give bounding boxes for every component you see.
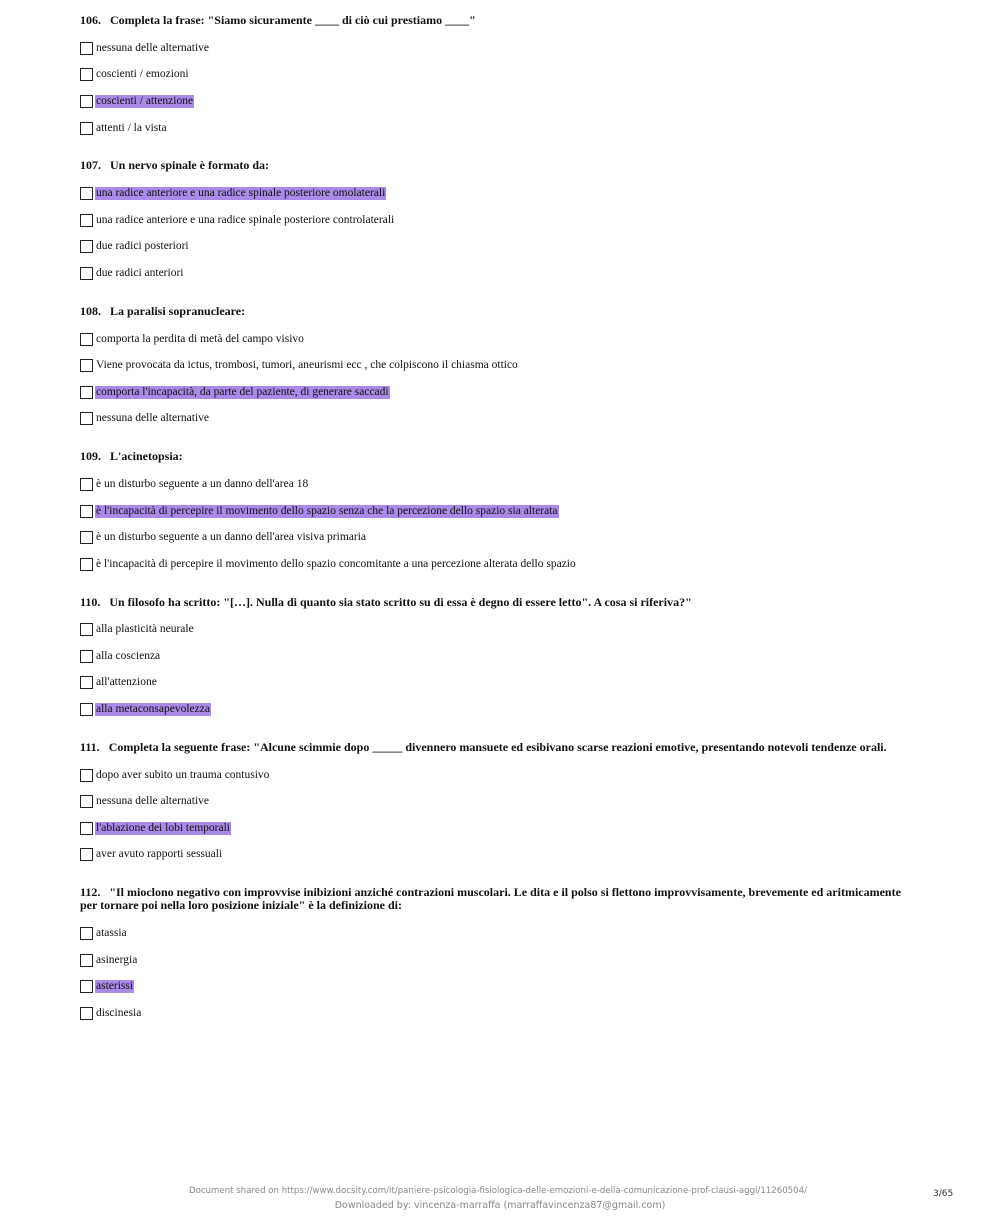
answer-checkbox[interactable] [80,623,93,636]
answer-text: comporta la perdita di metà del campo visivo [96,332,304,345]
answer-option [80,260,920,287]
question-107 [80,157,920,286]
answer-option-highlighted [80,815,920,842]
question-text: L'acinetopsia: [110,449,183,464]
answer-option [80,471,920,498]
answer-option [80,115,920,142]
answer-option-highlighted [80,88,920,115]
answer-checkbox[interactable] [80,795,93,808]
answer-option [80,551,920,578]
answer-list [80,326,920,432]
question-106 [80,12,920,141]
answer-text: due radici anteriori [96,266,184,279]
answer-checkbox[interactable] [80,42,93,55]
page-number: 3/65 [933,1189,954,1199]
quiz-content [80,12,920,1043]
question-title [80,448,920,463]
question-110 [80,594,920,723]
answer-option [80,207,920,234]
question-title [80,157,920,172]
answer-text: una radice anteriore e una radice spinale posteriore controlaterali [96,213,395,226]
answer-text: alla coscienza [96,649,161,662]
answer-checkbox[interactable] [80,558,93,571]
answer-text: attenti / la vista [96,121,167,134]
question-number: 106. [80,13,101,27]
answer-option-highlighted [80,696,920,723]
answer-option [80,234,920,261]
answer-checkbox[interactable] [80,412,93,425]
question-title [80,739,920,754]
answer-option [80,617,920,644]
answer-text: alla plasticità neurale [96,623,194,636]
question-text: Un nervo spinale è formato da: [110,158,269,173]
question-112 [80,884,920,1026]
answer-text: una radice anteriore e una radice spinale posteriore omolaterali [96,187,386,200]
answer-list [80,762,920,868]
answer-text: è un disturbo seguente a un danno dell'area 18 [96,477,309,490]
answer-option [80,326,920,353]
answer-option [80,62,920,89]
answer-checkbox[interactable] [80,848,93,861]
answer-text: all'attenzione [96,676,157,689]
question-title [80,884,920,912]
answer-checkbox[interactable] [80,822,93,835]
answer-option-highlighted [80,180,920,207]
question-number: 107. [80,158,101,173]
answer-option [80,670,920,697]
footer-shared-link[interactable]: Document shared on https://www.docsity.com/it/paniere-psicologia-fisiologica-delle-emozioni-e-della-comunicazione-prof-clausi-aggi/11260504/ [189,1186,807,1196]
answer-text: asinergia [96,953,138,966]
answer-checkbox[interactable] [80,122,93,135]
question-text: Un filosofo ha scritto: "[…]. Nulla di quanto sia stato scritto su di essa è degno di essere letto". A cosa si riferiva?" [109,594,692,609]
answer-text: dopo aver subito un trauma contusivo [96,768,270,781]
answer-option [80,35,920,62]
answer-text: asterissi [96,980,134,993]
question-title [80,594,920,609]
answer-checkbox[interactable] [80,1007,93,1020]
answer-text: alla metaconsapevolezza [96,703,210,716]
answer-option [80,643,920,670]
answer-text: due radici posteriori [96,240,189,253]
answer-checkbox[interactable] [80,386,93,399]
answer-option [80,406,920,433]
answer-checkbox[interactable] [80,703,93,716]
answer-list [80,471,920,577]
question-number: 110. [80,594,101,609]
question-number: 109. [80,449,101,464]
answer-checkbox[interactable] [80,68,93,81]
answer-list [80,35,920,141]
answer-option [80,1000,920,1027]
question-number: 108. [80,303,101,318]
answer-text: comporta l'incapacità, da parte del paziente, di generare saccadi [96,385,389,398]
answer-checkbox[interactable] [80,769,93,782]
question-title [80,12,920,27]
answer-text: è l'incapacità di percepire il movimento dello spazio concomitante a una percezione alterata dello spazio [96,557,576,570]
answer-checkbox[interactable] [80,650,93,663]
answer-option [80,920,920,947]
answer-checkbox[interactable] [80,676,93,689]
answer-list [80,180,920,286]
answer-option-highlighted [80,973,920,1000]
answer-option [80,524,920,551]
question-title [80,303,920,318]
answer-text: nessuna delle alternative [96,41,210,54]
answer-list [80,920,920,1026]
answer-checkbox[interactable] [80,95,93,108]
question-108 [80,303,920,432]
answer-list [80,617,920,723]
answer-option [80,947,920,974]
question-number: 111. [80,739,100,754]
answer-text: coscienti / attenzione [96,94,194,107]
question-text: "Il mioclono negativo con improvvise inibizioni anziché contrazioni muscolari. Le dita e il polso si flettono improvvisamente, brevemente ed aritmicamente per tornare poi nella loro posizione iniziale" è la definizione di: [80,885,904,913]
answer-text: discinesia [96,1006,142,1019]
answer-checkbox[interactable] [80,927,93,940]
answer-checkbox[interactable] [80,359,93,372]
answer-checkbox[interactable] [80,505,93,518]
answer-option [80,352,920,379]
answer-checkbox[interactable] [80,478,93,491]
answer-checkbox[interactable] [80,531,93,544]
answer-text: Viene provocata da ictus, trombosi, tumori, aneurismi ecc , che colpiscono il chiasma ottico [96,359,518,372]
answer-text: è un disturbo seguente a un danno dell'area visiva primaria [96,531,366,544]
answer-option [80,788,920,815]
question-109 [80,448,920,577]
answer-text: è l'incapacità di percepire il movimento dello spazio senza che la percezione dello spazio sia alterata [96,504,558,517]
answer-text: nessuna delle alternative [96,412,210,425]
answer-text: l'ablazione dei lobi temporali [96,821,230,834]
answer-checkbox[interactable] [80,267,93,280]
answer-option-highlighted [80,498,920,525]
question-text: Completa la seguente frase: "Alcune scimmie dopo _____ divennero mansuete ed esibivano scarse reazioni emotive, presentando notevoli tendenze orali. [108,739,887,754]
question-number: 112. [80,885,101,900]
question-111 [80,739,920,868]
answer-checkbox[interactable] [80,333,93,346]
answer-text: coscienti / emozioni [96,68,189,81]
answer-option-highlighted [80,379,920,406]
question-text: La paralisi sopranucleare: [110,303,246,318]
answer-option [80,762,920,789]
question-text: Completa la frase: "Siamo sicuramente ____ di ciò cui prestiamo ____" [110,13,476,27]
answer-text: aver avuto rapporti sessuali [96,848,223,861]
page-footer [0,1186,1000,1211]
answer-checkbox[interactable] [80,240,93,253]
answer-text: atassia [96,927,127,940]
footer-downloaded-by: Downloaded by: vincenza-marraffa (marraffavincenza87@gmail.com) [334,1200,666,1211]
answer-option [80,842,920,869]
answer-checkbox[interactable] [80,214,93,227]
answer-checkbox[interactable] [80,980,93,993]
answer-checkbox[interactable] [80,954,93,967]
answer-text: nessuna delle alternative [96,795,210,808]
answer-checkbox[interactable] [80,187,93,200]
